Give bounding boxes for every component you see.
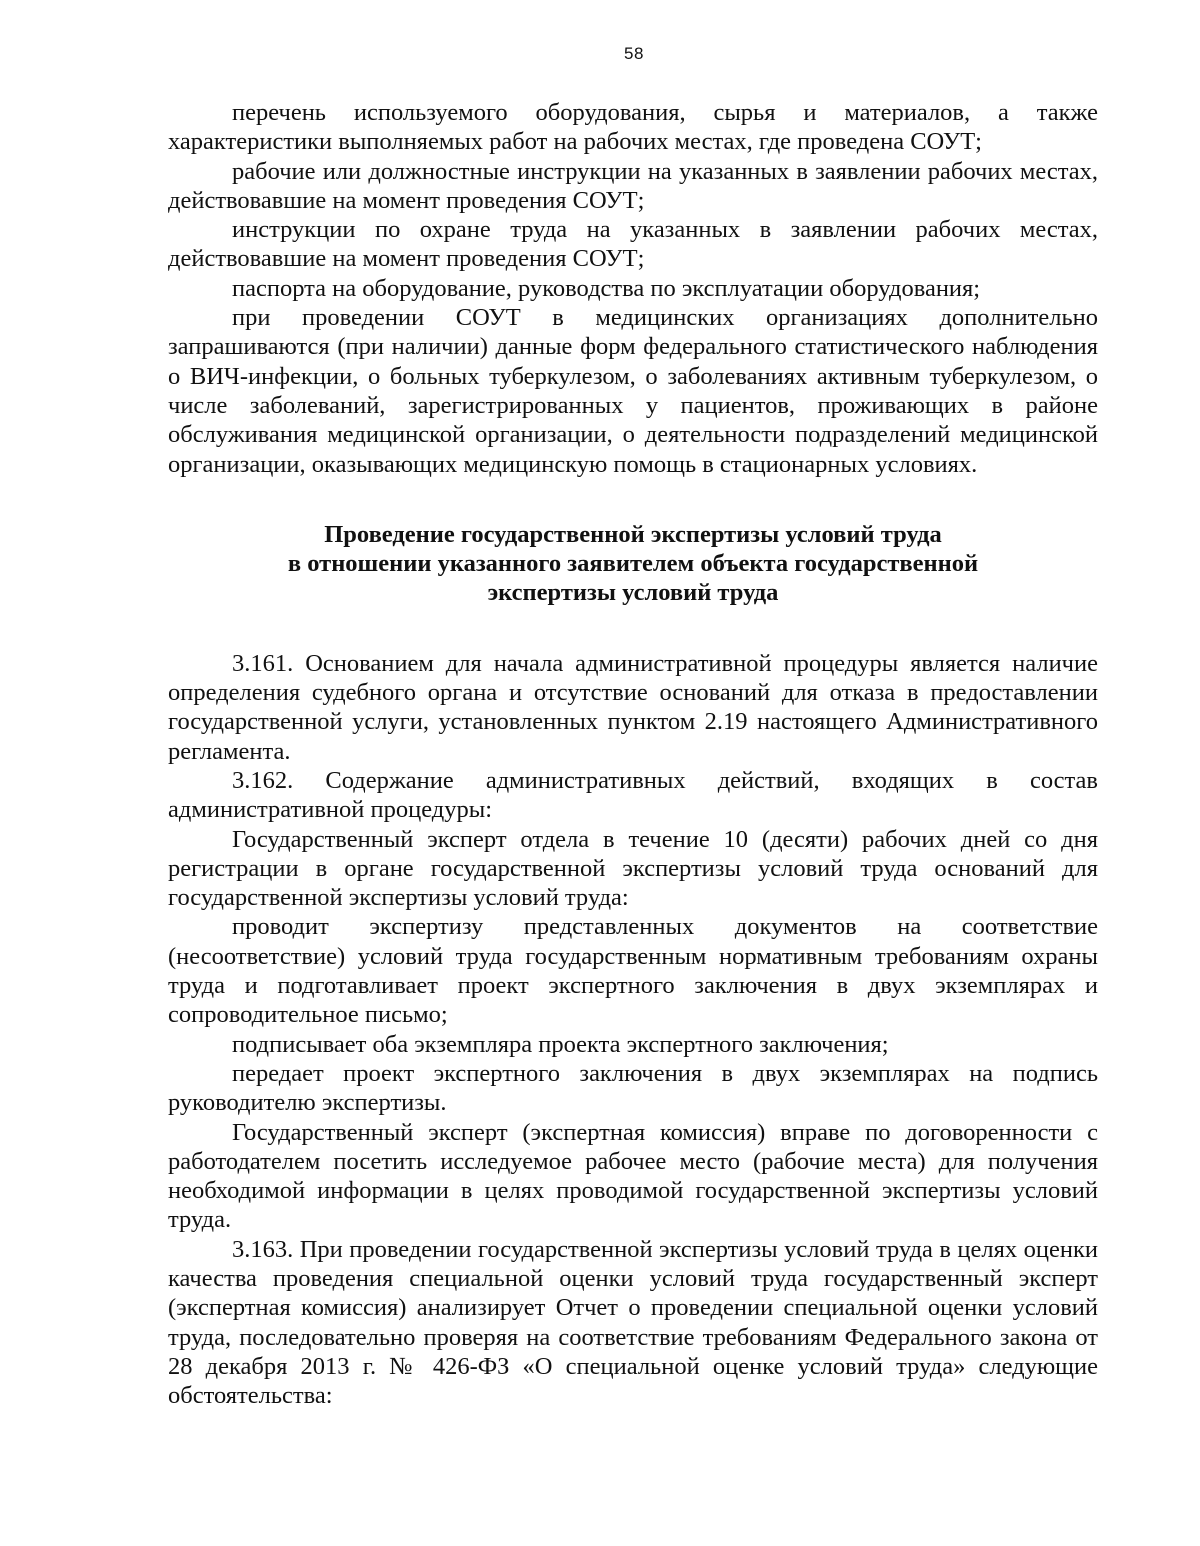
paragraph-3-163: 3.163. При проведении государственной экспертизы условий труда в целях оценки качества проведения специальной оценки условий труда государственный эксперт (экспертная комиссия) анализирует Отчет о проведении специальной оценки условий труда, последовательно проверяя на соответствие требованиям Федерального закона от 28 декабря 2013 г. № 426-ФЗ «О специальной оценке условий труда» следующие обстоятельства: [168,1235,1098,1410]
paragraph-equipment-list: перечень используемого оборудования, сырья и материалов, а также характеристики выполняемых работ на рабочих местах, где проведена СОУТ; [168,99,1098,156]
paragraph-signs-copies: подписывает оба экземпляра проекта экспертного заключения; [232,1030,889,1058]
page-number: 58 [624,44,644,63]
paragraph-expert-10-days: Государственный эксперт отдела в течение 10 (десяти) рабочих дней со дня регистрации в органе государственной экспертизы условий труда оснований для государственной экспертизы условий труда: [168,825,1098,912]
paragraph-site-visit: Государственный эксперт (экспертная комиссия) вправе по договоренности с работодателем посетить исследуемое рабочее место (рабочие места) для получения необходимой информации в целях проводимой государственной экспертизы условий труда. [168,1118,1098,1234]
paragraph-safety-instructions: инструкции по охране труда на указанных в заявлении рабочих местах, действовавшие на момент проведения СОУТ; [168,216,1098,273]
paragraph-medical-organizations: при проведении СОУТ в медицинских организациях дополнительно запрашиваются (при наличии) данные форм федерального статистического наблюдения о ВИЧ-инфекции, о больных туберкулезом, о заболеваниях активным туберкулезом, о числе заболеваний, зарегистрированных у пациентов, проживающих в районе обслуживания медицинской организации, о деятельности подразделений медицинской организации, оказывающих медицинскую помощь в стационарных условиях. [168,304,1098,478]
section-heading-line-1: Проведение государственной экспертизы условий труда [324,520,942,548]
section-heading [168,520,1098,608]
paragraph-conducts-expertise: проводит экспертизу представленных документов на соответствие (несоответствие) условий труда государственным нормативным требованиям охраны труда и подготавливает проект экспертного заключения в двух экземплярах и сопроводительное письмо; [168,913,1098,1029]
section-heading-line-3: экспертизы условий труда [487,579,779,607]
paragraph-equipment-passports: паспорта на оборудование, руководства по эксплуатации оборудования; [232,274,981,302]
paragraph-transfers-draft: передает проект экспертного заключения в двух экземплярах на подпись руководителю экспертизы. [168,1059,1098,1117]
paragraph-job-instructions: рабочие или должностные инструкции на указанных в заявлении рабочих местах, действовавшие на момент проведения СОУТ; [168,157,1098,214]
section-heading-line-2: в отношении указанного заявителем объекта государственной [287,550,979,578]
paragraph-3-162: 3.162. Содержание административных действий, входящих в состав административной процедуры: [168,766,1098,824]
document-body [168,98,1098,1410]
paragraph-3-161: 3.161. Основанием для начала административной процедуры является наличие определения судебного органа и отсутствие оснований для отказа в предоставлении государственной услуги, установленных пунктом 2.19 настоящего Административного регламента. [168,649,1098,765]
